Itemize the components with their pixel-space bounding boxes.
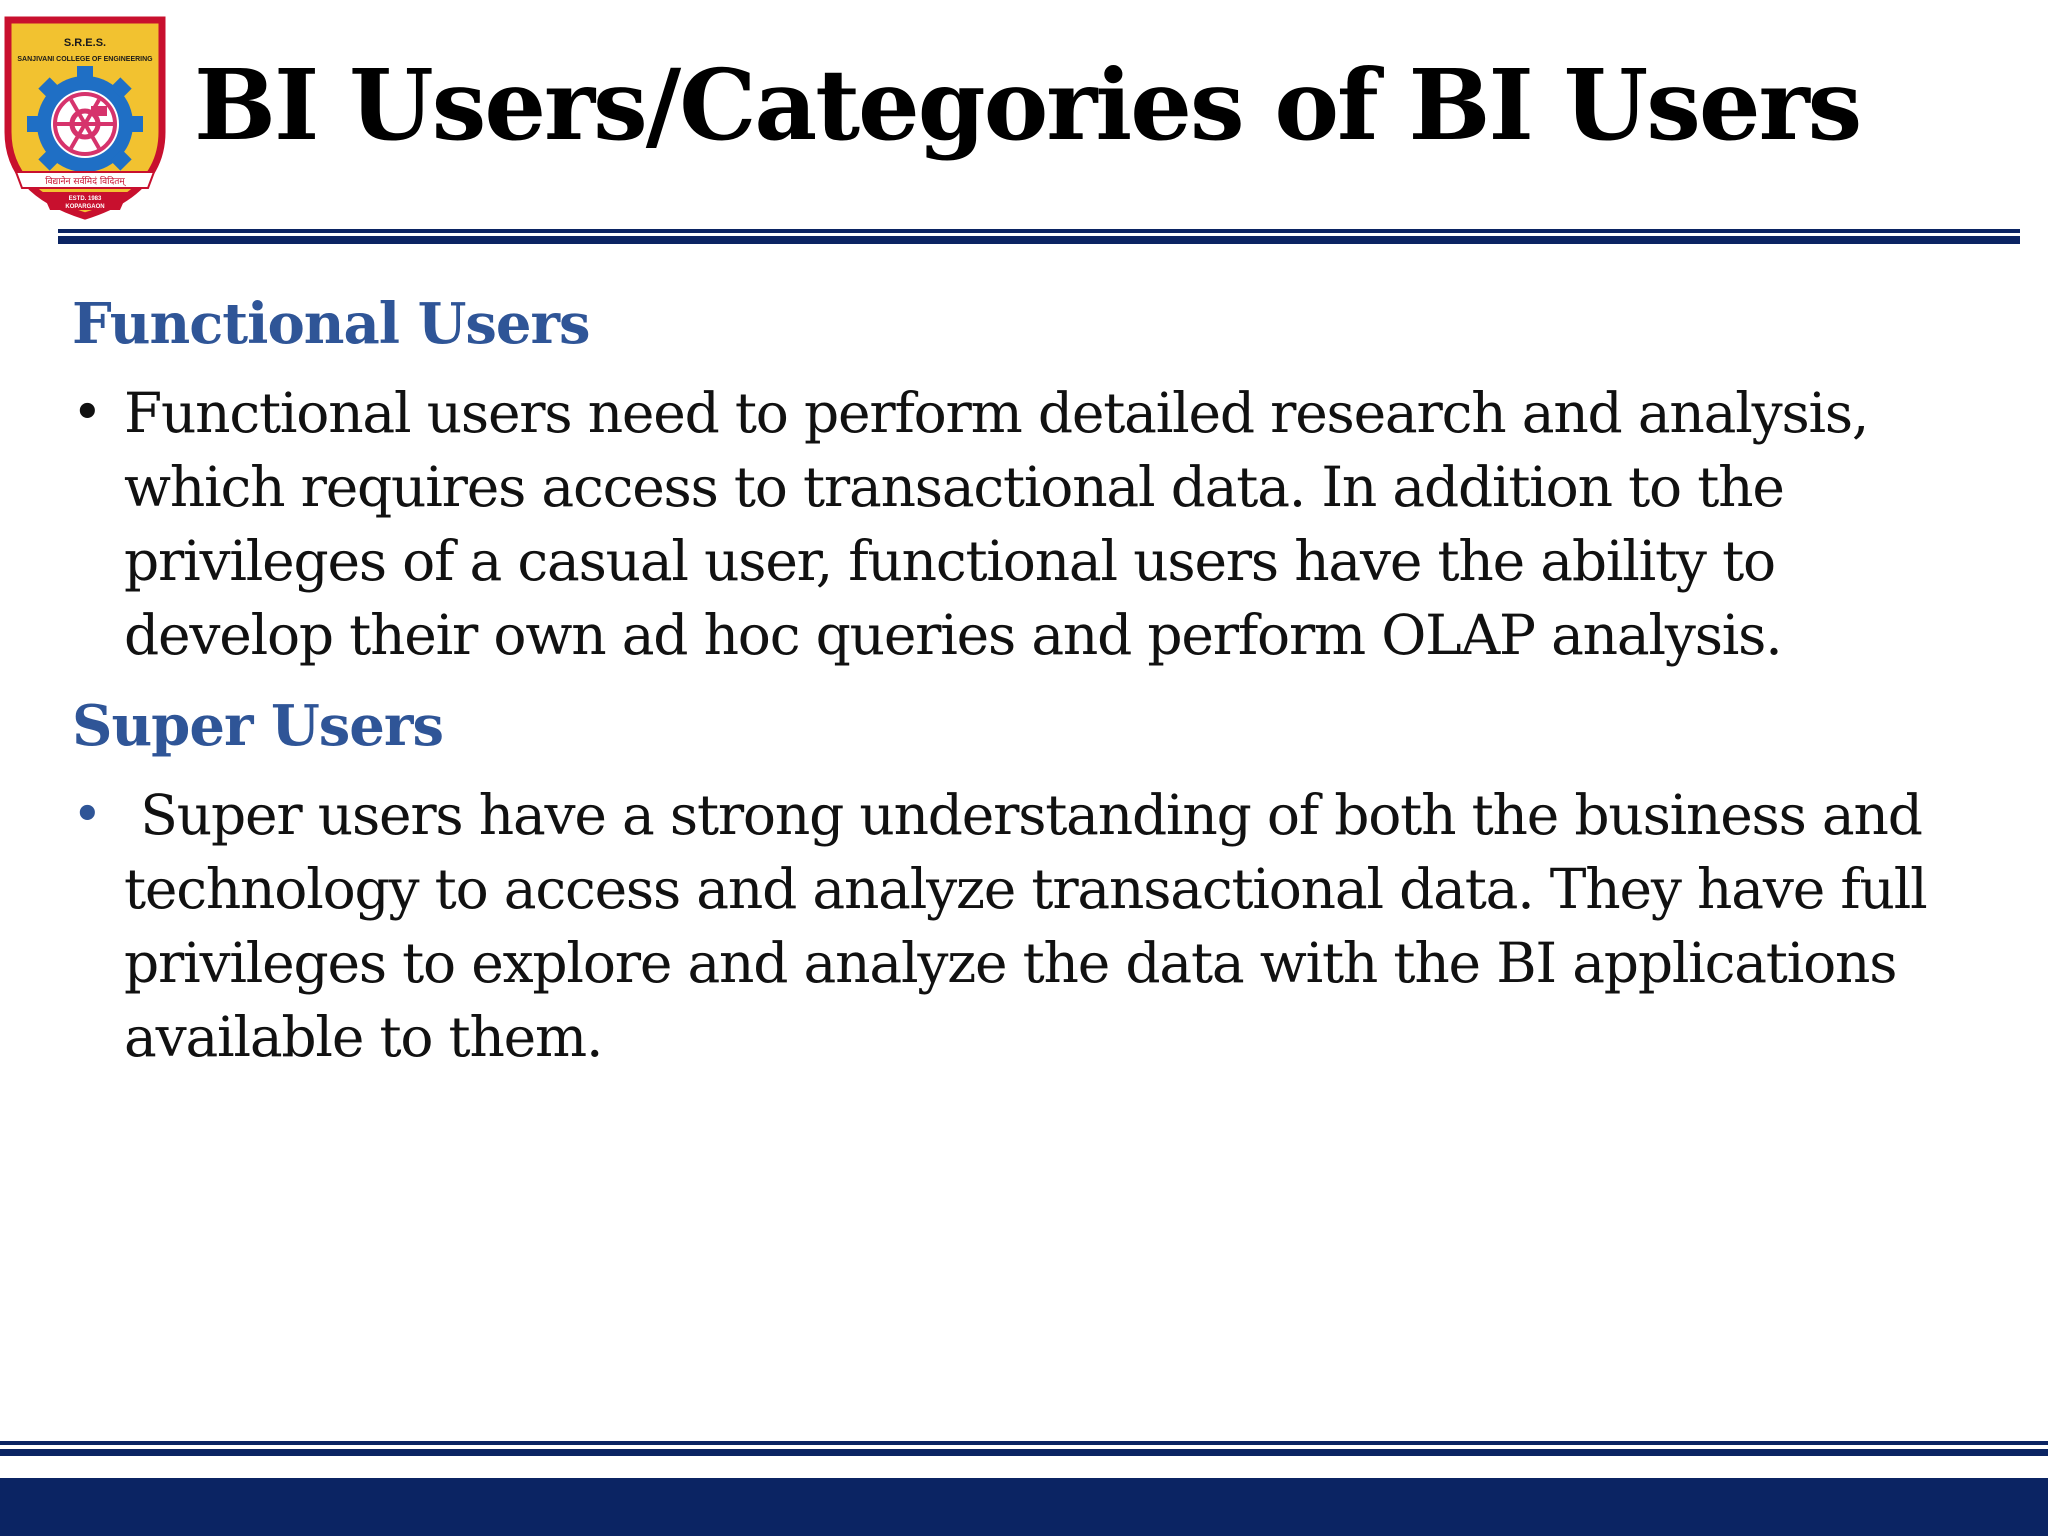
logo-top-text: S.R.E.S.	[63, 37, 107, 49]
footer-divider-thin	[0, 1441, 2048, 1445]
section-functional-users	[72, 282, 1982, 672]
slide-title: BI Users/Categories of BI Users	[194, 48, 1861, 162]
bullet-list	[72, 778, 1982, 1074]
section-heading: Functional Users	[72, 291, 590, 357]
bullet-list	[72, 376, 1982, 672]
footer-bar	[0, 1478, 2048, 1536]
college-logo	[2, 12, 168, 222]
logo-place: KOPARGAON	[65, 204, 105, 210]
bullet-text: Super users have a strong understanding of both the business and technology to access and analyze transactional data. They have full privileges to explore and analyze the data with the BI applications available to them.	[124, 783, 1943, 1069]
bullet-text: Functional users need to perform detailed research and analysis, which requires access to transactional data. In addition to the privileges of a casual user, functional users have the ability to develop their own ad hoc queries and perform OLAP analysis.	[124, 381, 1869, 667]
college-crest-icon	[2, 12, 168, 222]
footer-divider-thick	[0, 1449, 2048, 1456]
slide-content	[72, 282, 1982, 1074]
section-heading: Super Users	[72, 693, 443, 759]
section-super-users	[72, 684, 1982, 1074]
logo-motto: विद्यानेन सर्वमिदं विदितम्	[45, 177, 125, 187]
bullet-item	[72, 376, 1982, 672]
logo-established: ESTD. 1983	[68, 196, 102, 202]
logo-arc-text: SANJIVANI COLLEGE OF ENGINEERING	[17, 56, 153, 63]
bullet-item	[72, 778, 1982, 1074]
header-divider-thick	[58, 236, 2020, 244]
bullet-dot-icon: •	[72, 383, 102, 443]
bullet-dot-icon: •	[72, 785, 102, 845]
header-divider-thin	[58, 229, 2020, 233]
